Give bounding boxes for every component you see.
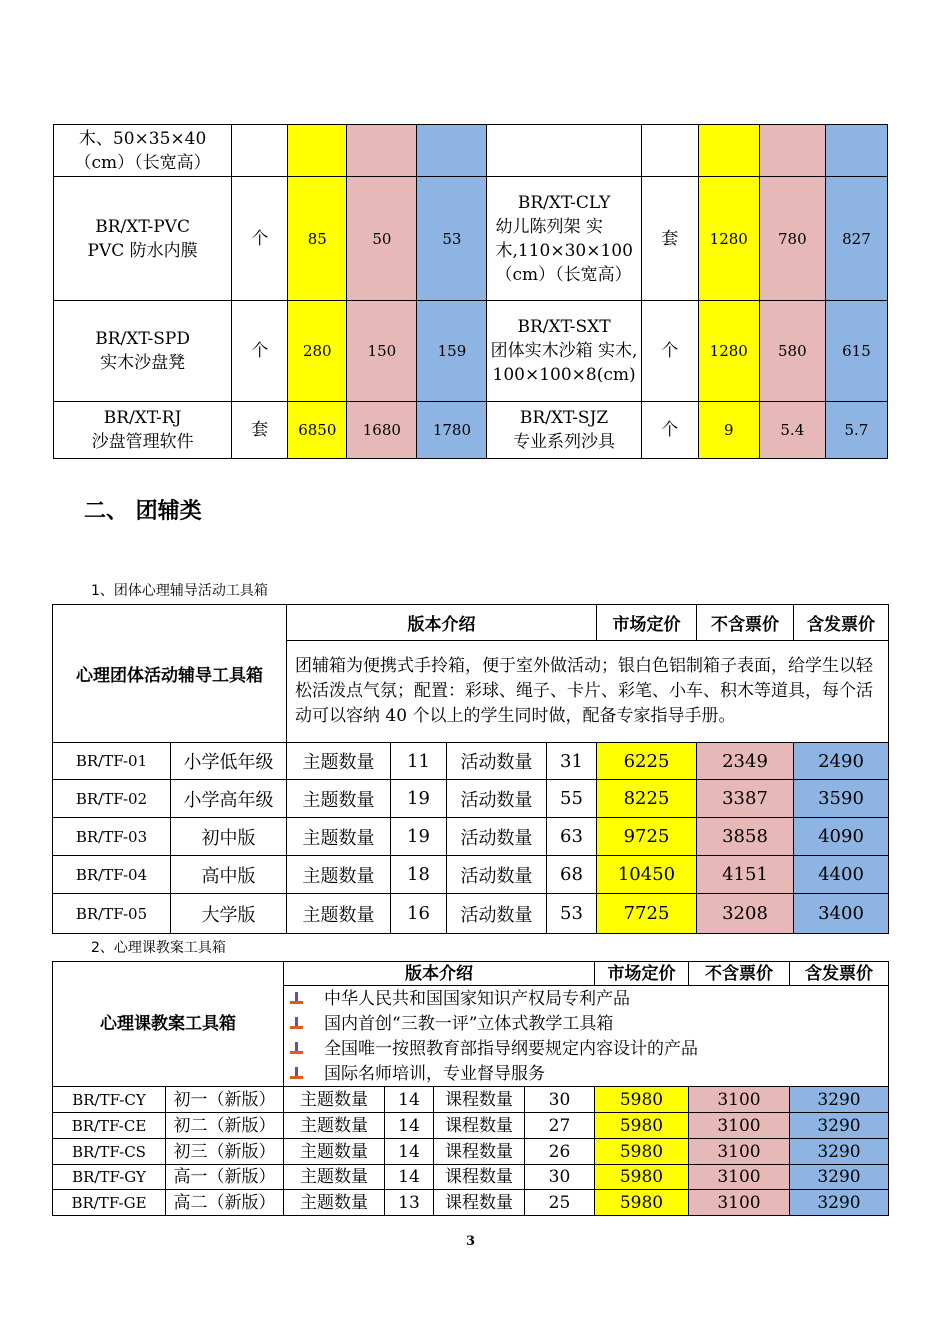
no-invoice-price: 3100	[689, 1165, 790, 1190]
version-name: 大学版	[171, 894, 287, 934]
unit-cell	[232, 125, 288, 177]
version-name: 小学高年级	[171, 780, 287, 818]
column-header: 含发票价	[794, 605, 889, 641]
course-label: 课程数量	[434, 1113, 525, 1139]
product-cell	[54, 177, 232, 301]
theme-count: 14	[385, 1139, 434, 1165]
invoice-price: 3290	[790, 1087, 889, 1113]
theme-label: 主题数量	[287, 856, 391, 894]
invoice-price: 3400	[794, 894, 889, 934]
theme-label: 主题数量	[284, 1087, 385, 1113]
invoice-price: 3290	[790, 1139, 889, 1165]
invoice-price	[825, 125, 887, 177]
market-price: 1280	[698, 301, 759, 402]
unit-cell: 个	[232, 301, 288, 402]
market-price	[698, 125, 759, 177]
activity-label: 活动数量	[447, 743, 547, 780]
activity-label: 活动数量	[447, 780, 547, 818]
theme-count: 19	[391, 780, 447, 818]
product-cell	[487, 301, 641, 402]
theme-count: 11	[391, 743, 447, 780]
no-invoice-price: 2349	[697, 743, 794, 780]
feature-text: 国际名师培训，专业督导服务	[324, 1063, 545, 1084]
no-invoice-price: 1680	[347, 402, 417, 459]
theme-count: 14	[385, 1087, 434, 1113]
activity-count: 63	[547, 818, 597, 856]
invoice-price: 3290	[790, 1113, 889, 1139]
feature-item	[290, 1036, 882, 1061]
version-name: 初三（新版）	[166, 1139, 284, 1165]
product-code: BR/XT-SPD	[95, 329, 190, 349]
invoice-price: 2490	[794, 743, 889, 780]
version-name: 高一（新版）	[166, 1165, 284, 1190]
course-count: 30	[525, 1165, 595, 1190]
activity-count: 53	[547, 894, 597, 934]
invoice-price: 5.7	[825, 402, 887, 459]
market-price: 8225	[597, 780, 697, 818]
arrow-bullet-icon	[290, 1042, 304, 1056]
product-code: BR/XT-PVC	[95, 216, 190, 237]
course-label: 课程数量	[434, 1139, 525, 1165]
invoice-price: 3290	[790, 1165, 889, 1190]
table-row	[54, 177, 888, 301]
unit-cell: 套	[232, 402, 288, 459]
activity-label: 活动数量	[447, 818, 547, 856]
theme-count: 13	[385, 1190, 434, 1216]
activity-label: 活动数量	[447, 856, 547, 894]
theme-label: 主题数量	[287, 894, 391, 934]
group-counseling-toolbox-table	[52, 604, 889, 934]
no-invoice-price	[347, 125, 417, 177]
course-count: 25	[525, 1190, 595, 1216]
product-name: 实木沙盘凳	[100, 353, 186, 373]
product-title: 心理团体活动辅导工具箱	[53, 605, 287, 743]
no-invoice-price: 3100	[689, 1139, 790, 1165]
product-cell	[54, 402, 232, 459]
market-price: 10450	[597, 856, 697, 894]
product-code: BR/TF-CS	[53, 1139, 166, 1165]
table-row	[53, 1087, 889, 1113]
column-header: 不含票价	[689, 962, 790, 986]
table-row	[53, 780, 889, 818]
theme-label: 主题数量	[284, 1139, 385, 1165]
product-intro: 团辅箱为便携式手拎箱，便于室外做活动；银白色铝制箱子表面，给学生以轻松活泼点气氛；配置：彩球、绳子、卡片、彩笔、小车、积木等道具，每个活动可以容纳 40 个以上的学生同时做，配备专家指导手册。	[287, 641, 889, 743]
no-invoice-price: 580	[759, 301, 825, 402]
invoice-price: 1780	[417, 402, 487, 459]
arrow-bullet-icon	[290, 992, 304, 1006]
product-name: 木、50×35×40（cm）（长宽高）	[54, 125, 232, 177]
product-cell	[487, 177, 641, 301]
feature-list	[284, 986, 889, 1087]
no-invoice-price	[759, 125, 825, 177]
product-code: BR/TF-CY	[53, 1087, 166, 1113]
product-code: BR/TF-05	[53, 894, 171, 934]
theme-label: 主题数量	[284, 1190, 385, 1216]
course-count: 27	[525, 1113, 595, 1139]
product-code: BR/TF-GY	[53, 1165, 166, 1190]
column-header: 版本介绍	[284, 962, 595, 986]
activity-count: 68	[547, 856, 597, 894]
table-row	[53, 818, 889, 856]
product-code: BR/TF-01	[53, 743, 171, 780]
invoice-price: 4400	[794, 856, 889, 894]
arrow-bullet-icon	[290, 1017, 304, 1031]
theme-count: 18	[391, 856, 447, 894]
feature-item	[290, 986, 882, 1011]
market-price: 9	[698, 402, 759, 459]
column-header: 不含票价	[697, 605, 794, 641]
table-row	[54, 301, 888, 402]
feature-text: 中华人民共和国国家知识产权局专利产品	[324, 988, 630, 1009]
product-code: BR/TF-03	[53, 818, 171, 856]
activity-label: 活动数量	[447, 894, 547, 934]
table-header-row	[53, 962, 889, 986]
no-invoice-price: 4151	[697, 856, 794, 894]
table-header-row	[53, 605, 889, 641]
sand-tray-price-table	[53, 124, 888, 459]
course-count: 26	[525, 1139, 595, 1165]
no-invoice-price: 3100	[689, 1087, 790, 1113]
table-row	[53, 1190, 889, 1216]
unit-cell: 个	[641, 402, 698, 459]
theme-count: 14	[385, 1113, 434, 1139]
column-header: 市场定价	[595, 962, 689, 986]
market-price: 6225	[597, 743, 697, 780]
no-invoice-price: 5.4	[759, 402, 825, 459]
course-label: 课程数量	[434, 1165, 525, 1190]
product-code: BR/TF-GE	[53, 1190, 166, 1216]
table-row	[53, 894, 889, 934]
invoice-price: 3290	[790, 1190, 889, 1216]
column-header: 市场定价	[597, 605, 697, 641]
course-label: 课程数量	[434, 1190, 525, 1216]
product-code: BR/XT-SJZ	[519, 408, 609, 428]
column-header: 版本介绍	[287, 605, 597, 641]
product-cell	[487, 402, 641, 459]
table-caption: 1、团体心理辅导活动工具箱	[91, 583, 268, 599]
product-code: BR/TF-04	[53, 856, 171, 894]
version-name: 小学低年级	[171, 743, 287, 780]
version-name: 高二（新版）	[166, 1190, 284, 1216]
theme-count: 19	[391, 818, 447, 856]
version-name: 初中版	[171, 818, 287, 856]
feature-text: 全国唯一按照教育部指导纲要规定内容设计的产品	[324, 1038, 698, 1059]
activity-count: 55	[547, 780, 597, 818]
unit-cell: 个	[641, 301, 698, 402]
product-code: BR/TF-CE	[53, 1113, 166, 1139]
table-row	[53, 1113, 889, 1139]
invoice-price: 615	[825, 301, 887, 402]
product-name: 专业系列沙具	[513, 432, 616, 452]
market-price: 5980	[595, 1113, 689, 1139]
product-name: PVC 防水内膜	[87, 240, 198, 261]
market-price: 5980	[595, 1190, 689, 1216]
product-name: 沙盘管理软件	[91, 432, 194, 452]
table-row	[54, 402, 888, 459]
table-row	[53, 1165, 889, 1190]
section-title: 二、 团辅类	[84, 499, 202, 524]
invoice-price: 3590	[794, 780, 889, 818]
feature-text: 国内首创“三教一评”立体式教学工具箱	[324, 1013, 614, 1034]
product-title: 心理课教案工具箱	[53, 962, 284, 1087]
invoice-price: 159	[417, 301, 487, 402]
version-name: 初一（新版）	[166, 1087, 284, 1113]
market-price: 9725	[597, 818, 697, 856]
theme-label: 主题数量	[284, 1165, 385, 1190]
product-name: 幼儿陈列架 实 木,110×30×100（cm）（长宽高）	[495, 216, 633, 285]
column-header: 含发票价	[790, 962, 889, 986]
table-row	[53, 743, 889, 780]
arrow-bullet-icon	[290, 1067, 304, 1081]
invoice-price: 53	[417, 177, 487, 301]
table-row	[53, 1139, 889, 1165]
version-name: 高中版	[171, 856, 287, 894]
product-cell	[54, 301, 232, 402]
invoice-price: 827	[825, 177, 887, 301]
market-price: 5980	[595, 1165, 689, 1190]
market-price: 85	[288, 177, 347, 301]
no-invoice-price: 3387	[697, 780, 794, 818]
product-name	[487, 125, 641, 177]
market-price: 7725	[597, 894, 697, 934]
theme-label: 主题数量	[287, 818, 391, 856]
product-code: BR/XT-RJ	[103, 408, 182, 428]
market-price	[288, 125, 347, 177]
market-price: 1280	[698, 177, 759, 301]
product-code: BR/XT-SXT	[517, 317, 611, 337]
feature-item	[290, 1061, 882, 1086]
theme-count: 16	[391, 894, 447, 934]
invoice-price: 4090	[794, 818, 889, 856]
invoice-price	[417, 125, 487, 177]
no-invoice-price: 3100	[689, 1113, 790, 1139]
no-invoice-price: 50	[347, 177, 417, 301]
table-row	[54, 125, 888, 177]
lesson-plan-toolbox-table	[52, 961, 889, 1216]
table-row	[53, 856, 889, 894]
theme-label: 主题数量	[284, 1113, 385, 1139]
product-code: BR/TF-02	[53, 780, 171, 818]
no-invoice-price: 3858	[697, 818, 794, 856]
unit-cell	[641, 125, 698, 177]
course-label: 课程数量	[434, 1087, 525, 1113]
theme-count: 14	[385, 1165, 434, 1190]
no-invoice-price: 780	[759, 177, 825, 301]
table-caption: 2、心理课教案工具箱	[91, 940, 226, 956]
activity-count: 31	[547, 743, 597, 780]
market-price: 5980	[595, 1087, 689, 1113]
feature-item	[290, 1011, 882, 1036]
product-name: 团体实木沙箱 实木, 100×100×8(cm)	[490, 341, 638, 385]
market-price: 5980	[595, 1139, 689, 1165]
page-number: 3	[466, 1234, 476, 1249]
product-code: BR/XT-CLY	[517, 192, 611, 213]
theme-label: 主题数量	[287, 743, 391, 780]
market-price: 280	[288, 301, 347, 402]
unit-cell: 套	[641, 177, 698, 301]
course-count: 30	[525, 1087, 595, 1113]
no-invoice-price: 3100	[689, 1190, 790, 1216]
market-price: 6850	[288, 402, 347, 459]
no-invoice-price: 150	[347, 301, 417, 402]
theme-label: 主题数量	[287, 780, 391, 818]
version-name: 初二（新版）	[166, 1113, 284, 1139]
unit-cell: 个	[232, 177, 288, 301]
no-invoice-price: 3208	[697, 894, 794, 934]
